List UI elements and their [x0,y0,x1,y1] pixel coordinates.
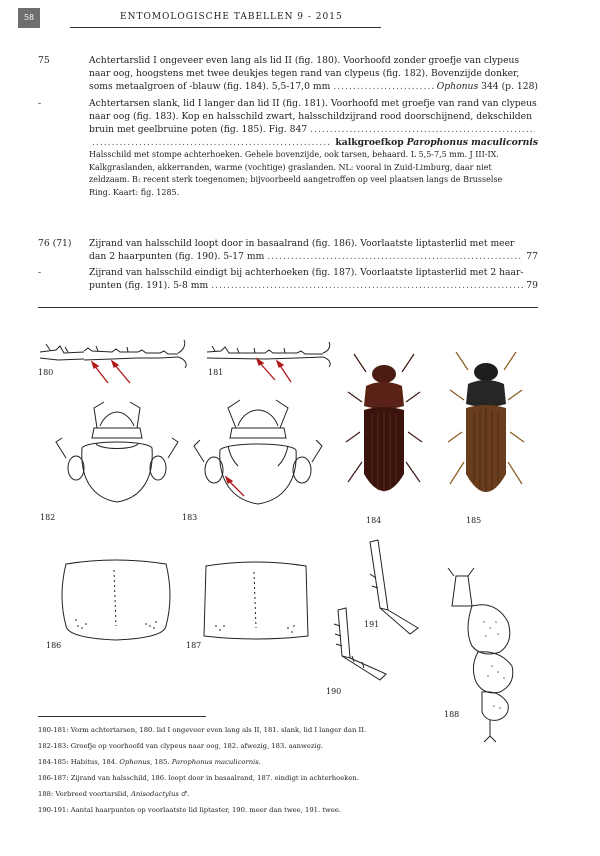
result-couplet[interactable]: 77 [526,251,538,262]
figure-caption [38,756,578,768]
figure-label: 188 [444,710,460,719]
figure-label: 182 [40,513,56,522]
leader-dots [333,80,433,93]
figure-184-habitus-ophonus [344,352,424,512]
caption-text: , 185. [150,758,172,766]
figure-181-tarsus [205,340,345,390]
description-line: Ring. Kaart: fig. 1285. [89,187,180,197]
key-couplet-75 [38,54,538,96]
couplet-lead-line [89,80,538,93]
species-result-line [89,136,538,149]
figure-label: 183 [182,513,198,522]
description-line: Kalkgraslanden, akkerranden, warme (vochtige) graslanden. NL: vooral in Zuid-Limburg, daar niet [89,162,492,172]
couplet-line: naar oog (fig. 183). Kop en halsschild zwart, halsschildzijrand rood doorschijnend, dekschilden [89,111,533,122]
section-rule [38,307,538,308]
figure-187-pronotum [196,556,316,646]
figure-180-tarsus [38,338,198,388]
leader-dots [211,279,523,292]
couplet-number: - [38,267,42,278]
couplet-number: 76 (71) [38,238,72,249]
caption-text: . [258,758,261,766]
figure-183-head [188,396,328,511]
couplet-line: bruin met geelbruine poten (fig. 185). Fig. 847 [89,124,308,135]
caption-text: 184-185: Habitus, 184. [38,758,120,766]
figure-caption: 190-191: Aantal haarpunten op voorlaatste lid liptaster, 190. meer dan twee, 191. twee. [38,806,342,814]
description-line: Halsschild met stompe achterhoeken. Gehele bovenzijde, ook tarsen, behaard. L 5,5-7,5 mm. J III-IX. [89,150,499,159]
leader-dots [310,123,535,136]
figure-label: 187 [186,641,202,650]
figure-186-pronotum [56,556,176,646]
species-name: Parophonus maculicornis [406,137,538,148]
result-reference[interactable]: 344 (p. 128) [481,81,538,92]
caption-species: Parophonus maculicornis [171,758,259,766]
figure-188-fore-tarsus [438,566,548,746]
figure-caption: 180-181: Vorm achtertarsen, 180. lid I ongeveer even lang als II, 181. slank, lid I langer dan II. [38,726,367,734]
running-header: ENTOMOLOGISCHE TABELLEN 9 - 2015 [120,12,343,22]
header-rule [70,27,381,28]
caption-genus: Anisodactylus [130,790,179,798]
couplet-number: - [38,98,42,109]
species-common-name: kalkgroefkop [335,137,404,148]
figure-label: 190 [326,687,342,696]
couplet-line: soms metaalgroen of -blauw (fig. 184). 5,5-17,0 mm [89,81,331,92]
figure-label: 191 [364,620,380,629]
key-couplet-76b [38,266,538,294]
caption-text: ♂. [178,790,190,798]
couplet-lead-line [89,123,538,136]
figure-caption [38,788,578,800]
result-couplet[interactable]: 79 [526,280,538,291]
leader-dots [267,250,523,263]
leader-dots [92,136,332,149]
caption-genus: Ophonus [119,758,151,766]
figure-190-palp [324,606,404,686]
caption-text: 188: Verbreed voortarslid, [38,790,131,798]
couplet-lead-line [89,250,538,263]
figure-182-head [52,398,182,508]
key-couplet-76 [38,237,538,265]
figure-label: 181 [208,368,224,377]
couplet-number: 75 [38,55,50,66]
description-line: zeldzaam. B: recent sterk toegenomen; bijvoorbeeld aangetroffen op veel plaatsen langs de Brusselse [89,175,503,185]
couplet-line: Zijrand van halsschild eindigt bij achterhoeken (fig. 187). Voorlaatste liptasterlid met 2 haar- [89,267,524,278]
species-description [89,149,538,199]
result-genus: Ophonus [436,81,479,92]
figure-label: 184 [366,516,382,525]
couplet-lead-line [89,279,538,292]
caption-rule [38,716,206,717]
couplet-line: naar oog, hoogstens met twee deukjes tegen rand van clypeus (fig. 182). Bovenzijde donker, [89,68,520,79]
figure-caption: 186-187: Zijrand van halsschild, 186. loopt door in basaalrand, 187. eindigt in achterhoeken. [38,774,359,782]
couplet-line: dan 2 haarpunten (fig. 190). 5-17 mm [89,251,265,262]
key-couplet-75b [38,97,538,227]
figure-label: 185 [466,516,482,525]
couplet-line: punten (fig. 191). 5-8 mm [89,280,209,291]
couplet-line: Zijrand van halsschild loopt door in basaalrand (fig. 186). Voorlaatste liptasterlid met meer [89,238,515,249]
figure-185-habitus-parophonus [444,350,528,515]
page-number: 58 [18,8,40,28]
couplet-line: Achtertarsen slank, lid I langer dan lid II (fig. 181). Voorhoofd met groefje van rand van clypeus [89,98,537,109]
figure-caption: 182-183: Groefje op voorhoofd van clypeus naar oog, 182. afwezig, 183. aanwezig. [38,742,324,750]
couplet-line: Achtertarslid I ongeveer even lang als lid II (fig. 180). Voorhoofd zonder groefje van clypeus [89,55,520,66]
figure-label: 180 [38,368,54,377]
figure-label: 186 [46,641,62,650]
